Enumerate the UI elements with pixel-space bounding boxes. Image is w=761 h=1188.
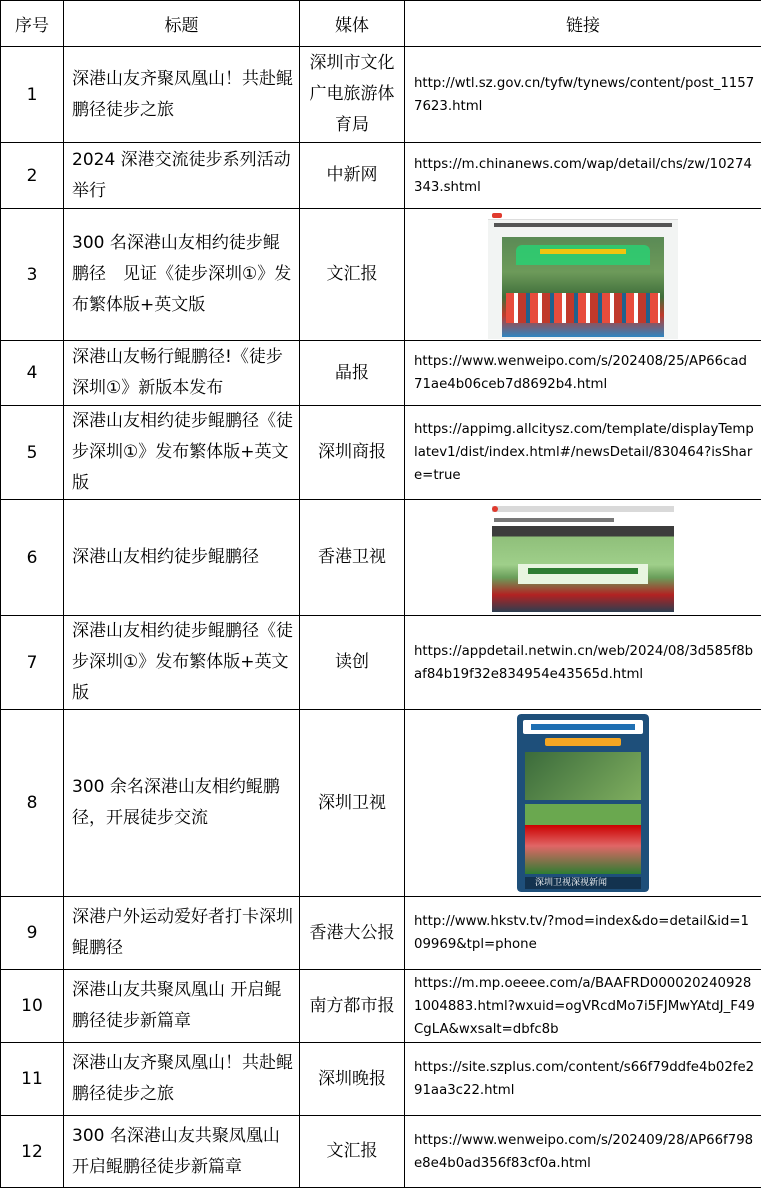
row-number: 2 <box>1 143 64 209</box>
table-row <box>1 1116 761 1188</box>
row-title: 300 余名深港山友相约鲲鹏径，开展徒步交流 <box>64 710 300 897</box>
row-link[interactable]: https://www.wenweipo.com/s/202409/28/AP66f798e8e4b0ad356f83cf0a.html <box>405 1116 761 1188</box>
row-screenshot-cell <box>405 500 761 616</box>
row-number: 6 <box>1 500 64 616</box>
tv-news-screenshot-image <box>517 714 649 892</box>
header-media: 媒体 <box>300 1 405 47</box>
trail-photo <box>525 752 641 800</box>
row-title: 深港户外运动爱好者打卡深圳鲲鹏径 <box>64 897 300 970</box>
row-link[interactable]: https://site.szplus.com/content/s66f79ddfe4b02fe291aa3c22.html <box>405 1043 761 1116</box>
channel-caption: 深圳卫视深视新闻 <box>535 878 607 888</box>
row-media: 中新网 <box>300 143 405 209</box>
table-row <box>1 897 761 970</box>
row-screenshot-cell <box>405 209 761 341</box>
row-screenshot-cell <box>405 710 761 897</box>
table-row <box>1 209 761 341</box>
row-media: 香港卫视 <box>300 500 405 616</box>
row-media: 深圳卫视 <box>300 710 405 897</box>
row-title: 深港山友相约徒步鲲鹏径《徒步深圳①》发布繁体版+英文版 <box>64 406 300 500</box>
row-media: 读创 <box>300 616 405 710</box>
poster-title-line <box>531 724 635 730</box>
hikers-crowd <box>506 293 660 323</box>
site-logo <box>492 213 502 218</box>
row-link[interactable]: http://www.hkstv.tv/?mod=index&do=detail&id=109969&tpl=phone <box>405 897 761 970</box>
row-number: 12 <box>1 1116 64 1188</box>
row-number: 7 <box>1 616 64 710</box>
row-link[interactable]: http://wtl.sz.gov.cn/tyfw/tynews/content/post_11577623.html <box>405 47 761 143</box>
page-title-bar <box>492 506 674 512</box>
row-title: 2024 深港交流徒步系列活动举行 <box>64 143 300 209</box>
row-number: 5 <box>1 406 64 500</box>
page-topbar <box>488 211 678 220</box>
row-link[interactable]: https://appdetail.netwin.cn/web/2024/08/3d585f8baf84b19f32e834954e43565d.html <box>405 616 761 710</box>
row-number: 4 <box>1 341 64 406</box>
article-headline-line <box>494 518 614 522</box>
poster-subtitle-tag <box>545 738 621 746</box>
row-media: 深圳晚报 <box>300 1043 405 1116</box>
event-banner <box>518 564 648 584</box>
event-banner-text <box>528 568 638 574</box>
row-media: 文汇报 <box>300 1116 405 1188</box>
row-number: 10 <box>1 970 64 1043</box>
row-number: 8 <box>1 710 64 897</box>
hikers-photo <box>525 804 641 874</box>
row-title: 深港山友共聚凤凰山 开启鲲鹏径徒步新篇章 <box>64 970 300 1043</box>
table-row <box>1 47 761 143</box>
header-title: 标题 <box>64 1 300 47</box>
row-title: 深港山友齐聚凤凰山！共赴鲲鹏径徒步之旅 <box>64 47 300 143</box>
site-logo <box>492 506 498 512</box>
table-row <box>1 970 761 1043</box>
table-row <box>1 406 761 500</box>
table-row <box>1 341 761 406</box>
event-arch <box>516 245 650 265</box>
row-media: 深圳商报 <box>300 406 405 500</box>
row-media: 深圳市文化广电旅游体育局 <box>300 47 405 143</box>
table-row <box>1 616 761 710</box>
header-no: 序号 <box>1 1 64 47</box>
table-row <box>1 710 761 897</box>
row-title: 深港山友齐聚凤凰山！共赴鲲鹏径徒步之旅 <box>64 1043 300 1116</box>
event-arch-banner <box>540 249 626 254</box>
row-media: 香港大公报 <box>300 897 405 970</box>
row-media: 晶报 <box>300 341 405 406</box>
row-number: 11 <box>1 1043 64 1116</box>
table-header-row <box>1 1 761 47</box>
row-link[interactable]: https://m.chinanews.com/wap/detail/chs/zw/10274343.shtml <box>405 143 761 209</box>
row-number: 9 <box>1 897 64 970</box>
news-screenshot-image <box>488 211 678 339</box>
table-row <box>1 143 761 209</box>
header-link: 链接 <box>405 1 761 47</box>
article-headline-line <box>494 223 672 227</box>
row-media: 文汇报 <box>300 209 405 341</box>
row-title: 300 名深港山友相约徒步鲲鹏径 见证《徒步深圳①》发布繁体版+英文版 <box>64 209 300 341</box>
table-row <box>1 1043 761 1116</box>
table-row <box>1 500 761 616</box>
row-title: 深港山友相约徒步鲲鹏径 <box>64 500 300 616</box>
row-link[interactable]: https://www.wenweipo.com/s/202408/25/AP66cad71ae4b06ceb7d8692b4.html <box>405 341 761 406</box>
row-title: 深港山友相约徒步鲲鹏径《徒步深圳①》发布繁体版+英文版 <box>64 616 300 710</box>
row-media: 南方都市报 <box>300 970 405 1043</box>
row-number: 3 <box>1 209 64 341</box>
row-title: 深港山友畅行鲲鹏径!《徒步深圳①》新版本发布 <box>64 341 300 406</box>
row-number: 1 <box>1 47 64 143</box>
row-link[interactable]: https://appimg.allcitysz.com/template/displayTemplatev1/dist/index.html#/newsDetail/830464?isShare=true <box>405 406 761 500</box>
row-title: 300 名深港山友共聚凤凰山开启鲲鹏径徒步新篇章 <box>64 1116 300 1188</box>
video-screenshot-image <box>488 502 678 614</box>
row-link[interactable]: https://m.mp.oeeee.com/a/BAAFRD0000202409281004883.html?wxuid=ogVRcdMo7i5FJMwYAtdJ_F49CgLA&wxsalt=dbfc8b <box>405 970 761 1043</box>
